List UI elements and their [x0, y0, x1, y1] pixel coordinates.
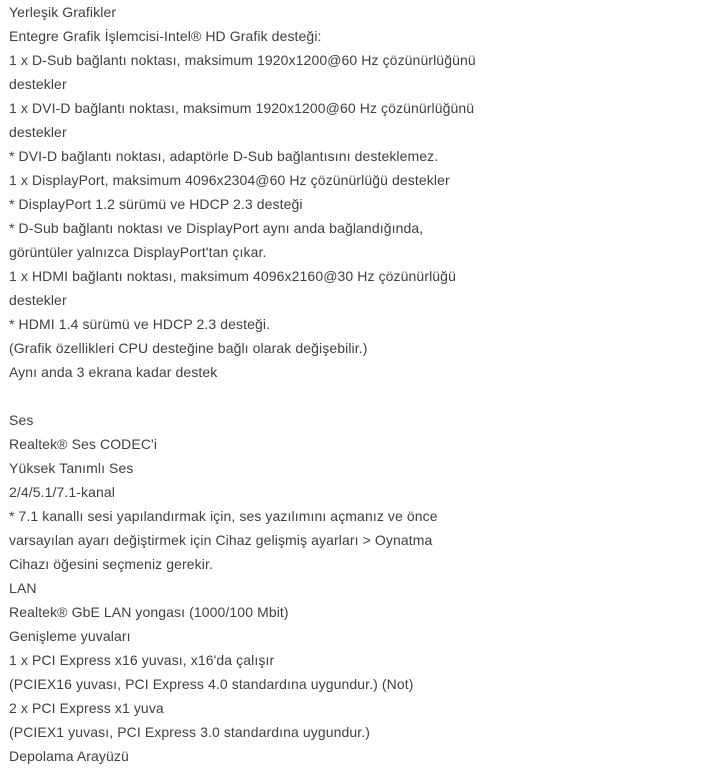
spec-line: Yüksek Tanımlı Ses: [9, 460, 134, 476]
spec-section-audio: [9, 408, 701, 576]
spec-line: Ses: [9, 412, 34, 428]
spec-line: 2 x PCI Express x1 yuva: [9, 700, 164, 716]
spec-line: * HDMI 1.4 sürümü ve HDCP 2.3 desteği.: [9, 316, 271, 332]
spec-line: destekler: [9, 76, 67, 92]
spec-line: 1 x PCI Express x16 yuvası, x16'da çalışır: [9, 652, 275, 668]
spec-line: Depolama Arayüzü: [9, 748, 129, 764]
spec-line: (PCIEX16 yuvası, PCI Express 4.0 standardına uygundur.) (Not): [9, 676, 414, 692]
spec-line: Realtek® GbE LAN yongası (1000/100 Mbit): [9, 604, 289, 620]
spec-line: 1 x HDMI bağlantı noktası, maksimum 4096x2160@30 Hz çözünürlüğü: [9, 268, 456, 284]
spec-line: Realtek® Ses CODEC'i: [9, 436, 158, 452]
spec-line: 2/4/5.1/7.1-kanal: [9, 484, 115, 500]
spec-line: (PCIEX1 yuvası, PCI Express 3.0 standardına uygundur.): [9, 724, 371, 740]
spec-section-expansion-slots: [9, 624, 701, 744]
spec-line: 1 x D-Sub bağlantı noktası, maksimum 1920x1200@60 Hz çözünürlüğünü: [9, 52, 476, 68]
spec-section-storage-interface: [9, 744, 701, 768]
spec-line: LAN: [9, 580, 37, 596]
spec-line: destekler: [9, 292, 67, 308]
spec-line: * 7.1 kanallı sesi yapılandırmak için, ses yazılımını açmanız ve önce: [9, 508, 438, 524]
spec-line: Genişleme yuvaları: [9, 628, 131, 644]
spec-line: 1 x DisplayPort, maksimum 4096x2304@60 Hz çözünürlüğü destekler: [9, 172, 450, 188]
spec-line: görüntüler yalnızca DisplayPort'tan çıkar.: [9, 244, 267, 260]
spec-line: * DVI-D bağlantı noktası, adaptörle D-Sub bağlantısını desteklemez.: [9, 148, 439, 164]
spec-line: Aynı anda 3 ekrana kadar destek: [9, 364, 218, 380]
spec-section-lan: [9, 576, 701, 624]
spec-section-integrated-graphics: [9, 0, 701, 384]
spec-line: * D-Sub bağlantı noktası ve DisplayPort aynı anda bağlandığında,: [9, 220, 424, 236]
spec-line: Cihazı öğesini seçmeniz gerekir.: [9, 556, 213, 572]
spec-line: Entegre Grafik İşlemcisi-Intel® HD Grafik desteği:: [9, 28, 322, 44]
spec-line: Yerleşik Grafikler: [9, 4, 117, 20]
spec-line: * DisplayPort 1.2 sürümü ve HDCP 2.3 desteği: [9, 196, 303, 212]
spec-line: (Grafik özellikleri CPU desteğine bağlı olarak değişebilir.): [9, 340, 368, 356]
spec-line: destekler: [9, 124, 67, 140]
spec-line: 1 x DVI-D bağlantı noktası, maksimum 1920x1200@60 Hz çözünürlüğünü: [9, 100, 475, 116]
spec-content: [9, 0, 701, 768]
spec-line: varsayılan ayarı değiştirmek için Cihaz gelişmiş ayarları > Oynatma: [9, 532, 433, 548]
